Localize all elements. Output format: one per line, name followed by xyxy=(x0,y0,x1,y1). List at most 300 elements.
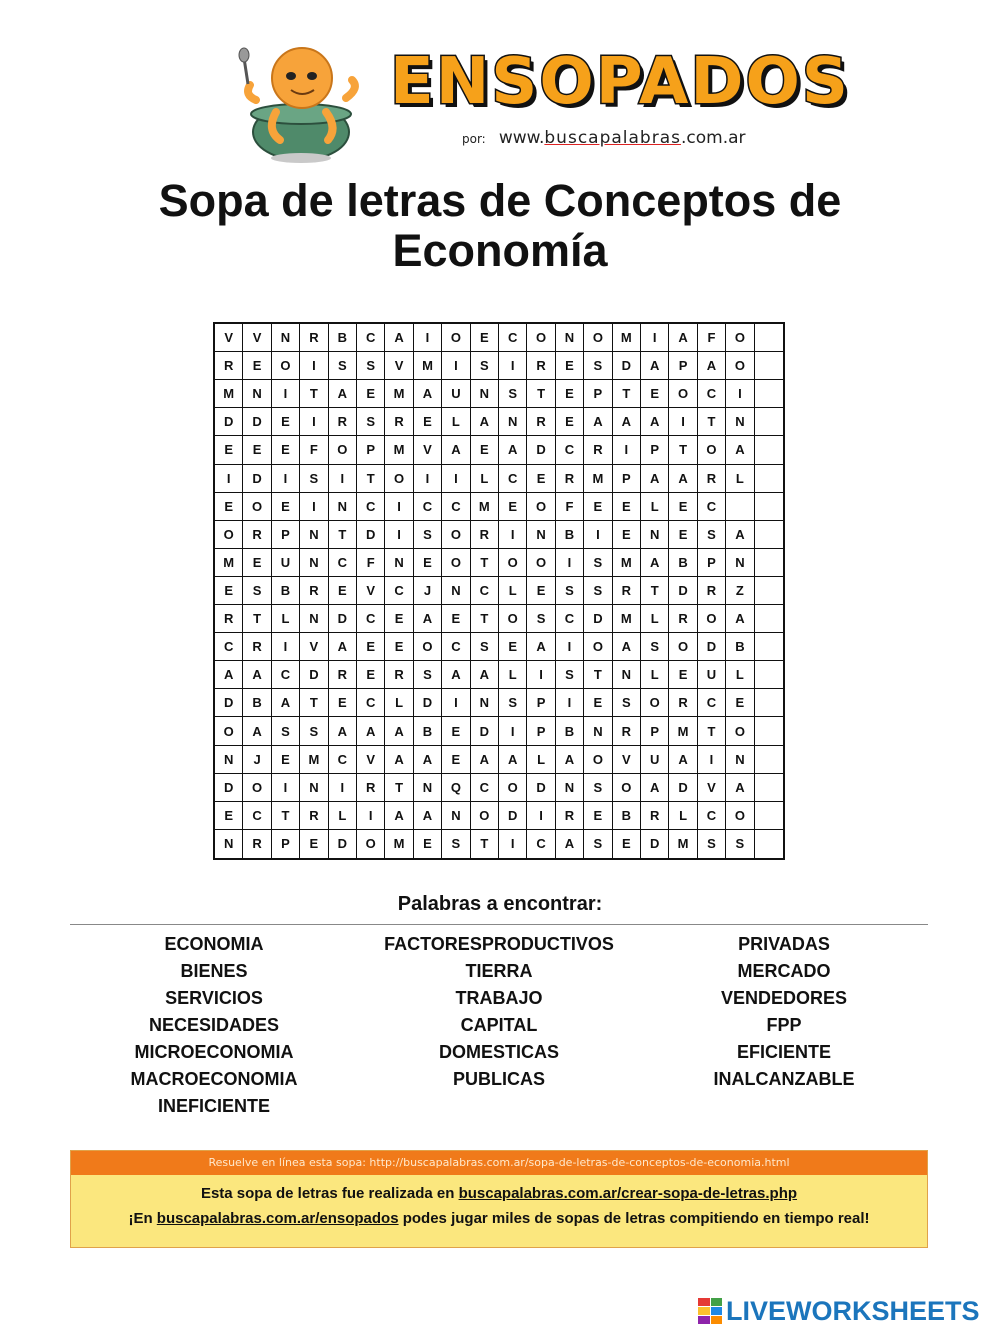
grid-cell[interactable]: E xyxy=(556,380,584,408)
grid-cell[interactable]: E xyxy=(499,493,527,521)
grid-cell[interactable]: N xyxy=(613,661,641,689)
grid-cell[interactable]: E xyxy=(471,436,499,464)
grid-cell[interactable]: N xyxy=(272,324,300,352)
grid-cell[interactable]: S xyxy=(584,352,612,380)
grid-cell[interactable]: A xyxy=(527,633,555,661)
grid-cell[interactable]: I xyxy=(527,661,555,689)
grid-cell[interactable]: T xyxy=(471,830,499,858)
grid-cell[interactable]: B xyxy=(556,717,584,745)
grid-cell[interactable]: R xyxy=(584,436,612,464)
grid-cell[interactable]: C xyxy=(698,493,726,521)
grid-cell[interactable]: D xyxy=(243,465,271,493)
grid-cell[interactable]: D xyxy=(300,661,328,689)
grid-cell[interactable]: E xyxy=(442,717,470,745)
grid-cell[interactable] xyxy=(755,352,783,380)
grid-cell[interactable]: V xyxy=(385,352,413,380)
grid-cell[interactable]: O xyxy=(414,633,442,661)
grid-cell[interactable]: P xyxy=(641,436,669,464)
grid-cell[interactable]: V xyxy=(300,633,328,661)
grid-cell[interactable]: A xyxy=(726,605,754,633)
grid-cell[interactable]: R xyxy=(385,408,413,436)
grid-cell[interactable]: P xyxy=(698,549,726,577)
grid-cell[interactable]: B xyxy=(272,577,300,605)
grid-cell[interactable]: M xyxy=(613,549,641,577)
grid-cell[interactable]: S xyxy=(329,352,357,380)
grid-cell[interactable]: L xyxy=(641,661,669,689)
grid-cell[interactable]: T xyxy=(300,380,328,408)
grid-cell[interactable]: S xyxy=(243,577,271,605)
grid-cell[interactable]: S xyxy=(357,408,385,436)
grid-cell[interactable]: A xyxy=(613,408,641,436)
grid-cell[interactable] xyxy=(755,324,783,352)
grid-cell[interactable]: I xyxy=(613,436,641,464)
grid-cell[interactable]: N xyxy=(726,549,754,577)
grid-cell[interactable]: I xyxy=(215,465,243,493)
grid-cell[interactable]: B xyxy=(556,521,584,549)
grid-cell[interactable]: U xyxy=(641,746,669,774)
grid-cell[interactable]: A xyxy=(641,549,669,577)
grid-cell[interactable]: A xyxy=(641,352,669,380)
grid-cell[interactable]: O xyxy=(726,352,754,380)
grid-cell[interactable]: U xyxy=(442,380,470,408)
grid-cell[interactable] xyxy=(755,465,783,493)
grid-cell[interactable]: I xyxy=(272,465,300,493)
grid-cell[interactable]: N xyxy=(471,689,499,717)
grid-cell[interactable]: C xyxy=(471,774,499,802)
grid-cell[interactable]: L xyxy=(272,605,300,633)
grid-cell[interactable]: E xyxy=(357,661,385,689)
grid-cell[interactable]: C xyxy=(527,830,555,858)
grid-cell[interactable]: O xyxy=(385,465,413,493)
grid-cell[interactable] xyxy=(726,493,754,521)
grid-cell[interactable]: R xyxy=(556,802,584,830)
grid-cell[interactable]: S xyxy=(613,689,641,717)
grid-cell[interactable]: P xyxy=(584,380,612,408)
grid-cell[interactable]: A xyxy=(499,746,527,774)
grid-cell[interactable] xyxy=(755,605,783,633)
grid-cell[interactable]: I xyxy=(527,802,555,830)
grid-cell[interactable]: Z xyxy=(726,577,754,605)
grid-cell[interactable]: O xyxy=(329,436,357,464)
grid-cell[interactable]: M xyxy=(669,717,697,745)
grid-cell[interactable]: O xyxy=(527,493,555,521)
grid-cell[interactable]: M xyxy=(669,830,697,858)
grid-cell[interactable]: E xyxy=(471,324,499,352)
grid-cell[interactable]: C xyxy=(556,436,584,464)
grid-cell[interactable]: T xyxy=(471,605,499,633)
grid-cell[interactable] xyxy=(755,633,783,661)
grid-cell[interactable]: O xyxy=(584,746,612,774)
grid-cell[interactable]: D xyxy=(527,774,555,802)
grid-cell[interactable]: E xyxy=(243,549,271,577)
grid-cell[interactable]: A xyxy=(215,661,243,689)
grid-cell[interactable]: O xyxy=(499,549,527,577)
grid-cell[interactable]: T xyxy=(272,802,300,830)
grid-cell[interactable]: A xyxy=(471,661,499,689)
grid-cell[interactable]: T xyxy=(698,408,726,436)
grid-cell[interactable]: O xyxy=(527,549,555,577)
grid-cell[interactable]: S xyxy=(556,577,584,605)
grid-cell[interactable]: E xyxy=(414,830,442,858)
grid-cell[interactable]: C xyxy=(698,380,726,408)
grid-cell[interactable]: I xyxy=(499,830,527,858)
grid-cell[interactable]: E xyxy=(613,493,641,521)
grid-cell[interactable]: L xyxy=(471,465,499,493)
grid-cell[interactable]: R xyxy=(556,465,584,493)
grid-cell[interactable]: E xyxy=(272,436,300,464)
grid-cell[interactable]: O xyxy=(613,774,641,802)
grid-cell[interactable]: A xyxy=(385,324,413,352)
grid-cell[interactable]: R xyxy=(215,352,243,380)
grid-cell[interactable]: R xyxy=(243,521,271,549)
grid-cell[interactable]: M xyxy=(584,465,612,493)
grid-cell[interactable]: E xyxy=(329,577,357,605)
grid-cell[interactable]: E xyxy=(442,605,470,633)
grid-cell[interactable]: O xyxy=(698,605,726,633)
grid-cell[interactable]: S xyxy=(556,661,584,689)
grid-cell[interactable]: L xyxy=(527,746,555,774)
grid-cell[interactable]: I xyxy=(414,324,442,352)
grid-cell[interactable]: A xyxy=(385,802,413,830)
grid-cell[interactable]: F xyxy=(698,324,726,352)
grid-cell[interactable]: E xyxy=(272,408,300,436)
grid-cell[interactable]: I xyxy=(726,380,754,408)
grid-cell[interactable]: T xyxy=(613,380,641,408)
grid-cell[interactable]: N xyxy=(300,549,328,577)
grid-cell[interactable]: N xyxy=(442,577,470,605)
grid-cell[interactable]: E xyxy=(556,352,584,380)
grid-cell[interactable]: E xyxy=(215,577,243,605)
grid-cell[interactable]: I xyxy=(442,465,470,493)
grid-cell[interactable]: C xyxy=(215,633,243,661)
grid-cell[interactable]: O xyxy=(726,802,754,830)
grid-cell[interactable]: D xyxy=(215,774,243,802)
grid-cell[interactable] xyxy=(755,549,783,577)
grid-cell[interactable]: A xyxy=(556,830,584,858)
grid-cell[interactable]: L xyxy=(726,661,754,689)
grid-cell[interactable]: A xyxy=(698,352,726,380)
grid-cell[interactable]: I xyxy=(499,717,527,745)
grid-cell[interactable]: C xyxy=(329,746,357,774)
grid-cell[interactable]: V xyxy=(698,774,726,802)
grid-cell[interactable]: I xyxy=(300,352,328,380)
grid-cell[interactable] xyxy=(755,689,783,717)
grid-cell[interactable]: N xyxy=(300,774,328,802)
grid-cell[interactable]: C xyxy=(698,689,726,717)
grid-cell[interactable]: P xyxy=(641,717,669,745)
grid-cell[interactable]: T xyxy=(300,689,328,717)
grid-cell[interactable]: V xyxy=(243,324,271,352)
grid-cell[interactable]: O xyxy=(442,521,470,549)
grid-cell[interactable]: D xyxy=(669,774,697,802)
grid-cell[interactable]: E xyxy=(357,380,385,408)
grid-cell[interactable]: S xyxy=(584,830,612,858)
grid-cell[interactable]: E xyxy=(414,408,442,436)
grid-cell[interactable]: A xyxy=(613,633,641,661)
grid-cell[interactable]: E xyxy=(556,408,584,436)
grid-cell[interactable]: T xyxy=(329,521,357,549)
grid-cell[interactable]: D xyxy=(329,605,357,633)
grid-cell[interactable]: E xyxy=(329,689,357,717)
grid-cell[interactable]: A xyxy=(414,605,442,633)
grid-cell[interactable]: S xyxy=(414,521,442,549)
grid-cell[interactable]: A xyxy=(442,436,470,464)
grid-cell[interactable]: N xyxy=(243,380,271,408)
grid-cell[interactable]: S xyxy=(641,633,669,661)
grid-cell[interactable]: R xyxy=(527,408,555,436)
grid-cell[interactable]: R xyxy=(669,689,697,717)
grid-cell[interactable]: I xyxy=(669,408,697,436)
grid-cell[interactable]: L xyxy=(499,577,527,605)
grid-cell[interactable]: I xyxy=(385,521,413,549)
grid-cell[interactable]: M xyxy=(613,324,641,352)
grid-cell[interactable]: S xyxy=(499,689,527,717)
grid-cell[interactable]: B xyxy=(414,717,442,745)
grid-cell[interactable]: C xyxy=(357,605,385,633)
grid-cell[interactable]: O xyxy=(698,436,726,464)
grid-cell[interactable]: P xyxy=(357,436,385,464)
grid-cell[interactable]: O xyxy=(243,493,271,521)
grid-cell[interactable]: E xyxy=(385,633,413,661)
grid-cell[interactable]: E xyxy=(300,830,328,858)
grid-cell[interactable]: M xyxy=(414,352,442,380)
grid-cell[interactable]: I xyxy=(329,465,357,493)
grid-cell[interactable]: S xyxy=(499,380,527,408)
grid-cell[interactable]: R xyxy=(329,661,357,689)
grid-cell[interactable]: U xyxy=(698,661,726,689)
grid-cell[interactable]: D xyxy=(669,577,697,605)
grid-cell[interactable]: P xyxy=(669,352,697,380)
grid-cell[interactable]: V xyxy=(357,746,385,774)
grid-cell[interactable]: A xyxy=(726,521,754,549)
grid-cell[interactable]: V xyxy=(357,577,385,605)
grid-cell[interactable]: D xyxy=(499,802,527,830)
grid-cell[interactable]: O xyxy=(442,549,470,577)
grid-cell[interactable]: L xyxy=(385,689,413,717)
grid-cell[interactable]: E xyxy=(272,746,300,774)
grid-cell[interactable]: M xyxy=(471,493,499,521)
grid-cell[interactable]: E xyxy=(357,633,385,661)
grid-cell[interactable] xyxy=(755,577,783,605)
grid-cell[interactable]: A xyxy=(243,661,271,689)
grid-cell[interactable]: J xyxy=(414,577,442,605)
grid-cell[interactable]: E xyxy=(243,352,271,380)
grid-cell[interactable]: I xyxy=(300,408,328,436)
grid-cell[interactable]: A xyxy=(329,380,357,408)
grid-cell[interactable]: O xyxy=(215,521,243,549)
site-link[interactable] xyxy=(499,128,746,148)
grid-cell[interactable]: I xyxy=(272,380,300,408)
grid-cell[interactable] xyxy=(755,746,783,774)
grid-cell[interactable]: D xyxy=(215,408,243,436)
grid-cell[interactable]: L xyxy=(329,802,357,830)
grid-cell[interactable]: A xyxy=(329,717,357,745)
grid-cell[interactable]: A xyxy=(669,746,697,774)
grid-cell[interactable]: T xyxy=(471,549,499,577)
grid-cell[interactable]: E xyxy=(414,549,442,577)
grid-cell[interactable]: D xyxy=(329,830,357,858)
grid-cell[interactable]: R xyxy=(300,577,328,605)
grid-cell[interactable]: R xyxy=(613,717,641,745)
grid-cell[interactable]: R xyxy=(669,605,697,633)
grid-cell[interactable]: E xyxy=(527,465,555,493)
grid-cell[interactable]: J xyxy=(243,746,271,774)
grid-cell[interactable]: D xyxy=(243,408,271,436)
grid-cell[interactable]: R xyxy=(641,802,669,830)
grid-cell[interactable]: A xyxy=(272,689,300,717)
grid-cell[interactable]: I xyxy=(556,689,584,717)
grid-cell[interactable]: P xyxy=(272,521,300,549)
grid-cell[interactable]: R xyxy=(698,465,726,493)
grid-cell[interactable]: N xyxy=(527,521,555,549)
grid-cell[interactable]: O xyxy=(726,717,754,745)
grid-cell[interactable]: I xyxy=(272,633,300,661)
grid-cell[interactable] xyxy=(755,802,783,830)
grid-cell[interactable]: E xyxy=(669,493,697,521)
grid-cell[interactable]: N xyxy=(414,774,442,802)
grid-cell[interactable]: A xyxy=(243,717,271,745)
grid-cell[interactable]: I xyxy=(300,493,328,521)
grid-cell[interactable]: P xyxy=(613,465,641,493)
grid-cell[interactable]: L xyxy=(641,605,669,633)
grid-cell[interactable]: M xyxy=(300,746,328,774)
grid-cell[interactable]: R xyxy=(385,661,413,689)
grid-cell[interactable]: S xyxy=(584,577,612,605)
grid-cell[interactable]: F xyxy=(300,436,328,464)
grid-cell[interactable]: M xyxy=(215,380,243,408)
grid-cell[interactable]: F xyxy=(556,493,584,521)
create-soup-link[interactable]: buscapalabras.com.ar/crear-sopa-de-letras.php xyxy=(458,1185,798,1202)
grid-cell[interactable]: I xyxy=(556,633,584,661)
grid-cell[interactable]: D xyxy=(527,436,555,464)
grid-cell[interactable]: S xyxy=(300,465,328,493)
grid-cell[interactable]: A xyxy=(556,746,584,774)
grid-cell[interactable]: B xyxy=(243,689,271,717)
grid-cell[interactable]: N xyxy=(442,802,470,830)
grid-cell[interactable]: I xyxy=(329,774,357,802)
grid-cell[interactable]: T xyxy=(584,661,612,689)
grid-cell[interactable]: M xyxy=(613,605,641,633)
grid-cell[interactable]: A xyxy=(414,380,442,408)
grid-cell[interactable]: E xyxy=(584,689,612,717)
grid-cell[interactable]: R xyxy=(329,408,357,436)
grid-cell[interactable]: S xyxy=(698,521,726,549)
grid-cell[interactable]: A xyxy=(414,802,442,830)
grid-cell[interactable]: C xyxy=(414,493,442,521)
grid-cell[interactable]: T xyxy=(385,774,413,802)
grid-cell[interactable]: T xyxy=(527,380,555,408)
grid-cell[interactable]: C xyxy=(357,493,385,521)
grid-cell[interactable]: M xyxy=(215,549,243,577)
grid-cell[interactable]: N xyxy=(499,408,527,436)
grid-cell[interactable]: S xyxy=(726,830,754,858)
grid-cell[interactable]: D xyxy=(357,521,385,549)
grid-cell[interactable]: O xyxy=(215,717,243,745)
grid-cell[interactable]: O xyxy=(726,324,754,352)
grid-cell[interactable]: E xyxy=(641,380,669,408)
grid-cell[interactable]: A xyxy=(385,746,413,774)
grid-cell[interactable]: R xyxy=(300,324,328,352)
grid-cell[interactable]: T xyxy=(243,605,271,633)
grid-cell[interactable]: S xyxy=(584,549,612,577)
grid-cell[interactable]: R xyxy=(613,577,641,605)
grid-cell[interactable]: C xyxy=(385,577,413,605)
grid-cell[interactable]: A xyxy=(584,408,612,436)
grid-cell[interactable]: P xyxy=(527,689,555,717)
grid-cell[interactable]: A xyxy=(641,408,669,436)
grid-cell[interactable]: E xyxy=(215,493,243,521)
grid-cell[interactable]: A xyxy=(385,717,413,745)
grid-cell[interactable]: C xyxy=(243,802,271,830)
grid-cell[interactable]: P xyxy=(272,830,300,858)
grid-cell[interactable]: S xyxy=(471,352,499,380)
grid-cell[interactable]: B xyxy=(726,633,754,661)
grid-cell[interactable]: R xyxy=(300,802,328,830)
grid-cell[interactable]: A xyxy=(669,465,697,493)
grid-cell[interactable]: O xyxy=(499,774,527,802)
grid-cell[interactable]: R xyxy=(357,774,385,802)
grid-cell[interactable]: E xyxy=(613,521,641,549)
grid-cell[interactable] xyxy=(755,661,783,689)
grid-cell[interactable]: O xyxy=(584,324,612,352)
grid-cell[interactable]: T xyxy=(641,577,669,605)
grid-cell[interactable]: I xyxy=(357,802,385,830)
grid-cell[interactable]: C xyxy=(499,324,527,352)
grid-cell[interactable]: S xyxy=(272,717,300,745)
grid-cell[interactable]: A xyxy=(726,436,754,464)
grid-cell[interactable] xyxy=(755,830,783,858)
grid-cell[interactable]: I xyxy=(499,352,527,380)
grid-cell[interactable]: A xyxy=(357,717,385,745)
grid-cell[interactable]: N xyxy=(556,324,584,352)
grid-cell[interactable]: R xyxy=(243,633,271,661)
grid-cell[interactable]: O xyxy=(357,830,385,858)
grid-cell[interactable] xyxy=(755,408,783,436)
grid-cell[interactable]: T xyxy=(357,465,385,493)
grid-cell[interactable]: Q xyxy=(442,774,470,802)
grid-cell[interactable]: E xyxy=(584,493,612,521)
grid-cell[interactable]: P xyxy=(527,717,555,745)
grid-cell[interactable]: O xyxy=(584,633,612,661)
grid-cell[interactable]: N xyxy=(641,521,669,549)
grid-cell[interactable]: C xyxy=(357,689,385,717)
grid-cell[interactable]: R xyxy=(471,521,499,549)
grid-cell[interactable]: D xyxy=(613,352,641,380)
grid-cell[interactable]: L xyxy=(499,661,527,689)
grid-cell[interactable]: N xyxy=(329,493,357,521)
grid-cell[interactable] xyxy=(755,774,783,802)
grid-cell[interactable]: N xyxy=(556,774,584,802)
grid-cell[interactable]: S xyxy=(471,633,499,661)
grid-cell[interactable]: L xyxy=(641,493,669,521)
grid-cell[interactable]: A xyxy=(471,746,499,774)
grid-cell[interactable]: C xyxy=(442,493,470,521)
grid-cell[interactable]: O xyxy=(471,802,499,830)
grid-cell[interactable]: I xyxy=(698,746,726,774)
grid-cell[interactable]: D xyxy=(471,717,499,745)
word-search-grid[interactable] xyxy=(213,322,785,860)
grid-cell[interactable]: F xyxy=(357,549,385,577)
grid-cell[interactable]: R xyxy=(698,577,726,605)
grid-cell[interactable]: E xyxy=(726,689,754,717)
grid-cell[interactable]: C xyxy=(556,605,584,633)
grid-cell[interactable]: D xyxy=(698,633,726,661)
grid-cell[interactable]: T xyxy=(698,717,726,745)
grid-cell[interactable]: T xyxy=(669,436,697,464)
grid-cell[interactable]: S xyxy=(357,352,385,380)
grid-cell[interactable]: N xyxy=(215,830,243,858)
grid-cell[interactable]: E xyxy=(385,605,413,633)
